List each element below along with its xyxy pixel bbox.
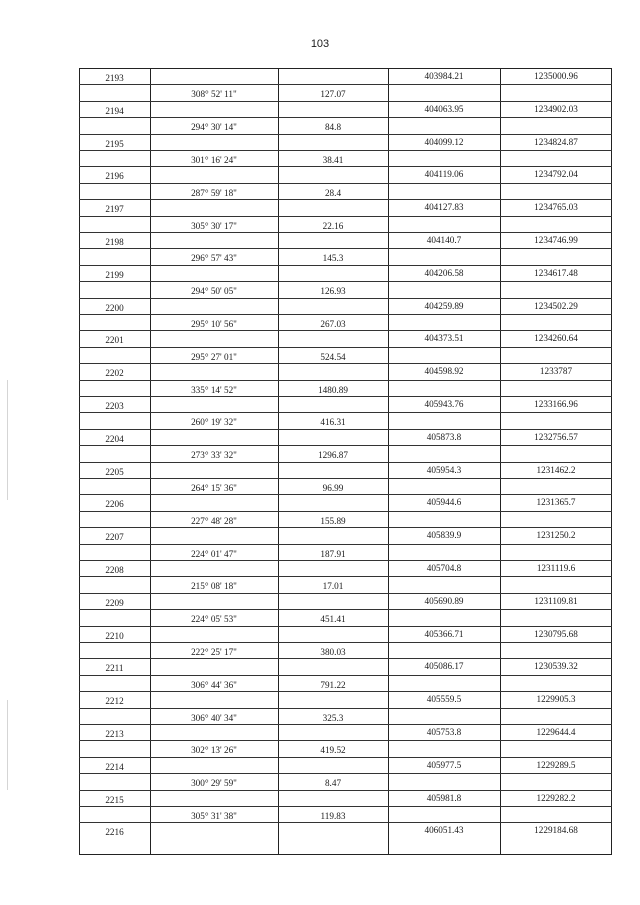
cell-north: 1231365.7 (536, 497, 576, 508)
row-divider (79, 494, 612, 495)
cell-distance: 84.8 (324, 122, 342, 133)
cell-distance: 416.31 (320, 417, 346, 428)
row-divider (79, 527, 612, 528)
cell-east: 404063.95 (424, 103, 464, 114)
cell-bearing: 294° 30' 14" (191, 122, 237, 133)
cell-east: 405954.3 (426, 464, 462, 475)
row-divider (79, 380, 612, 381)
cell-point: 2207 (105, 532, 124, 543)
cell-point: 2204 (105, 433, 124, 444)
cell-north: 1229184.68 (534, 825, 578, 836)
row-divider (79, 642, 612, 643)
row-divider (79, 658, 612, 659)
cell-distance: 145.3 (322, 253, 344, 264)
row-divider (79, 199, 612, 200)
cell-east: 404373.51 (424, 333, 464, 344)
cell-distance: 17.01 (322, 581, 344, 592)
row-divider (79, 330, 612, 331)
table-bottom-border (79, 854, 612, 855)
table-top-border (79, 68, 612, 69)
cell-bearing: 287° 59' 18" (191, 187, 237, 198)
cell-bearing: 302° 13' 26" (191, 745, 237, 756)
cell-bearing: 300° 29' 59" (191, 778, 237, 789)
cell-bearing: 296° 57' 43" (191, 253, 237, 264)
cell-east: 405839.9 (426, 530, 462, 541)
cell-point: 2205 (105, 466, 124, 477)
row-divider (79, 790, 612, 791)
row-divider (79, 560, 612, 561)
cell-bearing: 335° 14' 52" (191, 384, 237, 395)
cell-distance: 791.22 (320, 679, 346, 690)
row-divider (79, 609, 612, 610)
row-divider (79, 150, 612, 151)
cell-distance: 524.54 (320, 351, 346, 362)
cell-point: 2200 (105, 302, 124, 313)
cell-point: 2197 (105, 204, 124, 215)
cell-north: 1234502.29 (534, 300, 578, 311)
cell-point: 2216 (105, 827, 124, 838)
cell-bearing: 273° 33' 32" (191, 450, 237, 461)
row-divider (79, 183, 612, 184)
cell-distance: 8.47 (324, 778, 342, 789)
row-divider (79, 134, 612, 135)
cell-distance: 187.91 (320, 548, 346, 559)
cell-bearing: 227° 48' 28" (191, 515, 237, 526)
cell-north: 1232756.57 (534, 431, 578, 442)
cell-point: 2212 (105, 696, 124, 707)
cell-distance: 126.93 (320, 286, 346, 297)
row-divider (79, 363, 612, 364)
row-divider (79, 396, 612, 397)
cell-bearing: 295° 27' 01" (191, 351, 237, 362)
cell-distance: 119.83 (320, 811, 346, 821)
cell-east: 404206.58 (424, 267, 464, 278)
cell-distance: 96.99 (322, 483, 344, 493)
cell-point: 2214 (105, 761, 124, 772)
cell-point: 2199 (105, 269, 124, 280)
cell-east: 404140.7 (426, 235, 462, 245)
row-divider (79, 724, 612, 725)
cell-east: 405086.17 (424, 661, 464, 672)
cell-bearing: 308° 52' 11" (191, 89, 237, 100)
cell-north: 1231109.81 (534, 595, 578, 606)
cell-east: 404099.12 (424, 136, 464, 147)
cell-bearing: 306° 40' 34" (191, 712, 237, 723)
cell-point: 2210 (105, 630, 124, 641)
row-divider (79, 166, 612, 167)
row-divider (79, 281, 612, 282)
row-divider (79, 708, 612, 709)
cell-east: 404259.89 (424, 300, 464, 311)
cell-distance: 155.89 (320, 515, 346, 526)
row-divider (79, 232, 612, 233)
cell-point: 2213 (105, 729, 124, 739)
row-divider (79, 478, 612, 479)
cell-point: 2211 (105, 663, 124, 674)
cell-east: 404598.92 (424, 366, 464, 377)
cell-east: 405943.76 (424, 399, 464, 409)
row-divider (79, 84, 612, 85)
cell-north: 1230795.68 (534, 628, 578, 639)
cell-east: 405981.8 (426, 792, 462, 803)
cell-point: 2202 (105, 368, 124, 379)
cell-north: 1233166.96 (534, 399, 578, 409)
row-divider (79, 429, 612, 430)
cell-north: 1229282.2 (536, 792, 576, 803)
cell-bearing: 260° 19' 32" (191, 417, 237, 428)
cell-bearing: 305° 30' 17" (191, 220, 237, 231)
row-divider (79, 691, 612, 692)
row-divider (79, 248, 612, 249)
scan-margin-line (7, 380, 8, 500)
cell-distance: 127.07 (320, 89, 346, 100)
cell-bearing: 222° 25' 17" (191, 647, 237, 657)
cell-bearing: 306° 44' 36" (191, 679, 237, 690)
cell-north: 1235000.96 (534, 71, 578, 81)
cell-point: 2206 (105, 499, 124, 510)
cell-east: 405873.8 (426, 431, 462, 442)
row-divider (79, 675, 612, 676)
row-divider (79, 298, 612, 299)
cell-distance: 1296.87 (318, 450, 348, 461)
cell-point: 2195 (105, 138, 124, 149)
cell-east: 405753.8 (426, 727, 462, 737)
cell-north: 1234765.03 (534, 202, 578, 213)
cell-north: 1231119.6 (536, 563, 576, 573)
cell-point: 2198 (105, 237, 124, 247)
cell-point: 2196 (105, 171, 124, 182)
cell-bearing: 264° 15' 36" (191, 483, 237, 493)
coordinate-table (79, 68, 612, 855)
row-divider (79, 347, 612, 348)
row-divider (79, 117, 612, 118)
row-divider (79, 511, 612, 512)
cell-north: 1234824.87 (534, 136, 578, 147)
cell-north: 1230539.32 (534, 661, 578, 672)
row-divider (79, 445, 612, 446)
cell-point: 2208 (105, 565, 124, 575)
cell-east: 405366.71 (424, 628, 464, 639)
cell-east: 403984.21 (424, 71, 464, 81)
cell-distance: 380.03 (320, 647, 346, 657)
row-divider (79, 576, 612, 577)
cell-north: 1231462.2 (536, 464, 576, 475)
cell-east: 405704.8 (426, 563, 462, 573)
cell-distance: 267.03 (320, 319, 346, 329)
cell-point: 2203 (105, 401, 124, 411)
cell-north: 1229289.5 (536, 759, 576, 770)
cell-bearing: 301° 16' 24" (191, 155, 237, 165)
row-divider (79, 773, 612, 774)
cell-east: 405977.5 (426, 759, 462, 770)
row-divider (79, 265, 612, 266)
row-divider (79, 544, 612, 545)
cell-north: 1234260.64 (534, 333, 578, 344)
page-number: 103 (310, 38, 330, 50)
cell-north: 1233787 (539, 366, 573, 377)
cell-distance: 419.52 (320, 745, 346, 756)
row-divider (79, 740, 612, 741)
cell-bearing: 224° 05' 53" (191, 614, 237, 625)
cell-north: 1229644.4 (536, 727, 576, 737)
cell-distance: 325.3 (322, 712, 344, 723)
row-divider (79, 757, 612, 758)
cell-north: 1234902.03 (534, 103, 578, 114)
cell-distance: 451.41 (320, 614, 346, 625)
cell-east: 405944.6 (426, 497, 462, 508)
cell-distance: 28.4 (324, 187, 342, 198)
cell-bearing: 224° 01' 47" (191, 548, 237, 559)
row-divider (79, 412, 612, 413)
row-divider (79, 216, 612, 217)
cell-distance: 1480.89 (318, 384, 348, 395)
cell-bearing: 294° 50' 05" (191, 286, 237, 297)
cell-point: 2193 (105, 73, 124, 83)
row-divider (79, 462, 612, 463)
cell-distance: 38.41 (322, 155, 344, 165)
cell-north: 1234792.04 (534, 169, 578, 180)
row-divider (79, 822, 612, 823)
scan-margin-line (7, 700, 8, 790)
cell-north: 1231250.2 (536, 530, 576, 541)
row-divider (79, 626, 612, 627)
cell-point: 2194 (105, 105, 124, 116)
cell-bearing: 295° 10' 56" (191, 319, 237, 329)
cell-east: 406051.43 (424, 825, 464, 836)
cell-east: 404127.83 (424, 202, 464, 213)
row-divider (79, 593, 612, 594)
row-divider (79, 314, 612, 315)
cell-east: 404119.06 (424, 169, 464, 180)
cell-bearing: 215° 08' 18" (191, 581, 237, 592)
cell-bearing: 305° 31' 38" (191, 811, 237, 821)
row-divider (79, 806, 612, 807)
cell-point: 2201 (105, 335, 124, 346)
cell-point: 2215 (105, 794, 124, 805)
cell-east: 405559.5 (426, 694, 462, 705)
cell-north: 1234746.99 (534, 235, 578, 245)
cell-east: 405690.89 (424, 595, 464, 606)
cell-north: 1234617.48 (534, 267, 578, 278)
cell-point: 2209 (105, 597, 124, 608)
cell-distance: 22.16 (322, 220, 344, 231)
cell-north: 1229905.3 (536, 694, 576, 705)
row-divider (79, 101, 612, 102)
